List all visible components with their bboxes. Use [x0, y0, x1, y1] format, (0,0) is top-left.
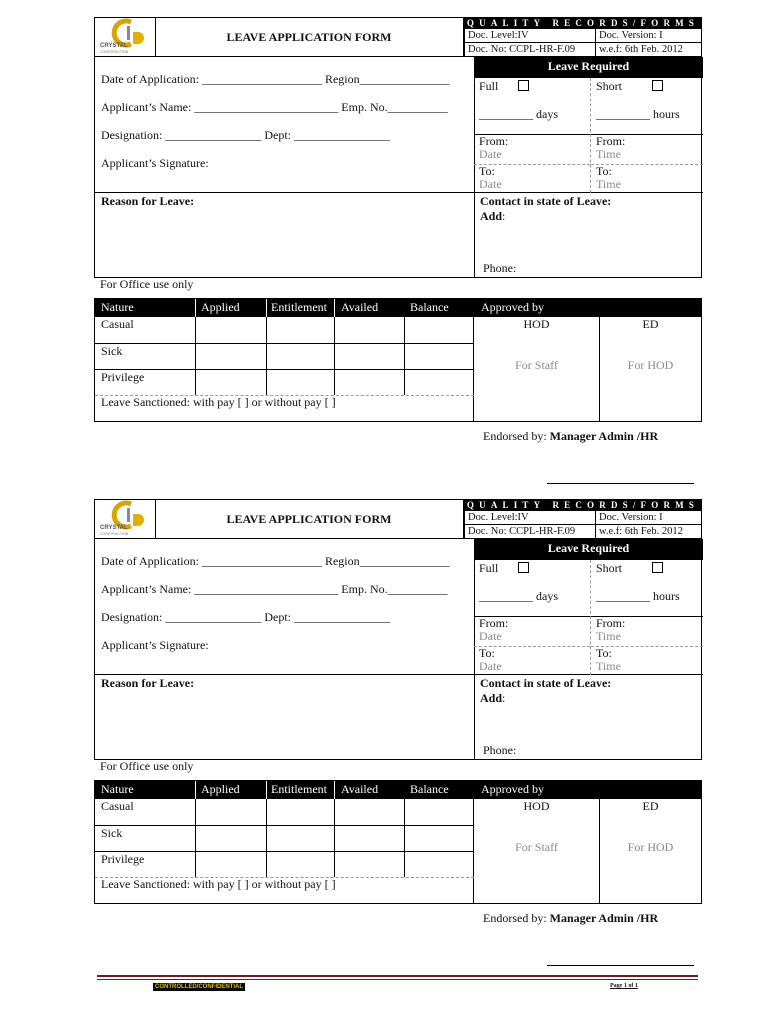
doc-version: Doc. Version: I	[596, 29, 702, 43]
hours-field[interactable]: _________ hours	[596, 589, 680, 603]
leave-balance-grid	[95, 799, 474, 904]
logo-subtext: CONSTRUCTION	[100, 50, 129, 54]
from-date-label: From:	[479, 134, 509, 148]
col-balance: Balance	[410, 782, 449, 796]
row-sick: Sick	[101, 826, 123, 840]
for-hod-label: For HOD	[627, 358, 674, 372]
to-date-label: To:	[479, 164, 495, 178]
applicant-signature-field[interactable]: Applicant’s Signature:	[101, 638, 209, 652]
logo-text: CRYSTAL	[100, 525, 128, 531]
hod-label: HOD	[523, 317, 550, 331]
full-label: Full	[479, 79, 499, 93]
days-field[interactable]: _________ days	[479, 589, 558, 603]
col-entitlement: Entitlement	[271, 782, 327, 796]
applicant-name-field[interactable]: Applicant’s Name: ________________________ Emp. No.__________	[101, 582, 448, 596]
ed-approval[interactable]	[600, 799, 701, 904]
endorser-signature-line[interactable]	[547, 483, 694, 484]
to-time-label: To:	[596, 646, 612, 660]
leave-required-title: Leave Required	[474, 539, 703, 560]
to-time-label: To:	[596, 164, 612, 178]
short-label: Short	[596, 561, 623, 575]
address-label[interactable]: Add	[480, 209, 503, 223]
to-time-field[interactable]: Time	[596, 659, 621, 673]
row-casual: Casual	[101, 317, 134, 331]
leave-balance-grid	[95, 317, 474, 422]
endorsed-by	[483, 911, 658, 926]
effective-date: w.e.f: 6th Feb. 2012	[596, 43, 702, 57]
quality-records-title: QUALITY RECORDS/FORMS	[464, 499, 702, 511]
applicant-details	[95, 57, 475, 193]
form-header	[94, 499, 702, 539]
contact-label: Contact in state of Leave:	[480, 676, 612, 690]
doc-number: Doc. No: CCPL-HR-F.09	[464, 525, 596, 539]
hod-approval[interactable]	[474, 317, 600, 422]
row-privilege: Privilege	[101, 370, 145, 384]
ed-label: ED	[642, 799, 659, 813]
full-label: Full	[479, 561, 499, 575]
leave-required-title: Leave Required	[474, 57, 703, 78]
date-of-application-field[interactable]: Date of Application: ____________________ Region_______________	[101, 554, 450, 568]
office-table-header	[95, 299, 701, 317]
reason-for-leave-label[interactable]: Reason for Leave:	[101, 676, 195, 690]
endorsed-by	[483, 429, 658, 444]
short-label: Short	[596, 79, 623, 93]
days-field[interactable]: _________ days	[479, 107, 558, 121]
applicant-details	[95, 539, 475, 675]
footer-rule-thin	[97, 979, 698, 980]
to-date-field[interactable]: Date	[479, 659, 502, 673]
for-staff-label: For Staff	[515, 840, 558, 854]
for-staff-label: For Staff	[515, 358, 558, 372]
effective-date: w.e.f: 6th Feb. 2012	[596, 525, 702, 539]
from-time-label: From:	[596, 134, 626, 148]
phone-field[interactable]: Phone:	[483, 261, 517, 275]
office-use-label: For Office use only	[100, 759, 194, 773]
short-checkbox[interactable]	[652, 562, 663, 573]
col-nature: Nature	[101, 300, 134, 314]
doc-version: Doc. Version: I	[596, 511, 702, 525]
from-date-field[interactable]: Date	[479, 147, 502, 161]
crystal-logo-icon	[95, 18, 155, 56]
col-entitlement: Entitlement	[271, 300, 327, 314]
date-of-application-field[interactable]: Date of Application: ____________________ Region_______________	[101, 72, 450, 86]
full-checkbox[interactable]	[518, 80, 529, 91]
ed-approval[interactable]	[600, 317, 701, 422]
endorsed-by-label: Endorsed by:	[483, 429, 547, 443]
form-header	[94, 17, 702, 57]
office-use-table	[94, 780, 702, 904]
endorser-name: Manager Admin /HR	[549, 429, 659, 443]
contact-label: Contact in state of Leave:	[480, 194, 612, 208]
logo-subtext: CONSTRUCTION	[100, 532, 129, 536]
footer-rule	[97, 975, 698, 977]
application-section	[94, 539, 702, 760]
address-label[interactable]: Add	[480, 691, 503, 705]
row-privilege: Privilege	[101, 852, 145, 866]
col-applied: Applied	[201, 782, 240, 796]
logo-text: CRYSTAL	[100, 43, 128, 49]
quality-records-box	[464, 499, 702, 539]
reason-for-leave-label[interactable]: Reason for Leave:	[101, 194, 195, 208]
col-balance: Balance	[410, 300, 449, 314]
company-logo	[94, 17, 156, 57]
office-use-label: For Office use only	[100, 277, 194, 291]
full-checkbox[interactable]	[518, 562, 529, 573]
hod-approval[interactable]	[474, 799, 600, 904]
to-date-field[interactable]: Date	[479, 177, 502, 191]
col-availed: Availed	[341, 782, 379, 796]
page-number: Page 1 of 1	[610, 983, 638, 989]
quality-records-box	[464, 17, 702, 57]
crystal-logo-icon	[95, 500, 155, 538]
short-checkbox[interactable]	[652, 80, 663, 91]
hod-label: HOD	[523, 799, 550, 813]
col-approved-by: Approved by	[481, 782, 544, 796]
doc-number: Doc. No: CCPL-HR-F.09	[464, 43, 596, 57]
from-date-field[interactable]: Date	[479, 629, 502, 643]
contact-box: Contact in state of Leave: Add: Phone:	[474, 675, 703, 760]
office-use-table	[94, 298, 702, 422]
col-approved-by: Approved by	[481, 300, 544, 314]
leave-required-box	[474, 57, 703, 193]
approval-section	[474, 317, 701, 422]
from-time-field[interactable]: Time	[596, 147, 621, 161]
ed-label: ED	[642, 317, 659, 331]
col-applied: Applied	[201, 300, 240, 314]
form-title: LEAVE APPLICATION FORM	[155, 17, 464, 57]
endorsed-by-label: Endorsed by:	[483, 911, 547, 925]
applicant-name-field[interactable]: Applicant’s Name: ________________________ Emp. No.__________	[101, 100, 448, 114]
doc-level: Doc. Level:IV	[464, 29, 596, 43]
col-nature: Nature	[101, 782, 134, 796]
doc-level: Doc. Level:IV	[464, 511, 596, 525]
form-title: LEAVE APPLICATION FORM	[155, 499, 464, 539]
hours-field[interactable]: _________ hours	[596, 107, 680, 121]
from-time-field[interactable]: Time	[596, 629, 621, 643]
designation-field[interactable]: Designation: ________________ Dept: ________________	[101, 610, 390, 624]
leave-required-box	[474, 539, 703, 675]
from-date-label: From:	[479, 616, 509, 630]
applicant-signature-field[interactable]: Applicant’s Signature:	[101, 156, 209, 170]
to-date-label: To:	[479, 646, 495, 660]
approval-section	[474, 799, 701, 904]
contact-box: Contact in state of Leave: Add: Phone:	[474, 193, 703, 278]
classification-tag: CONTROLLED/CONFIDENTIAL	[155, 984, 243, 990]
office-table-header	[95, 781, 701, 799]
for-hod-label: For HOD	[627, 840, 674, 854]
quality-records-title: QUALITY RECORDS/FORMS	[464, 17, 702, 29]
designation-field[interactable]: Designation: ________________ Dept: ________________	[101, 128, 390, 142]
from-time-label: From:	[596, 616, 626, 630]
row-casual: Casual	[101, 799, 134, 813]
phone-field[interactable]: Phone:	[483, 743, 517, 757]
endorser-name: Manager Admin /HR	[549, 911, 659, 925]
application-section	[94, 57, 702, 278]
company-logo	[94, 499, 156, 539]
col-availed: Availed	[341, 300, 379, 314]
row-sick: Sick	[101, 344, 123, 358]
leave-sanctioned[interactable]: Leave Sanctioned: with pay [ ] or without pay [ ]	[101, 877, 336, 891]
leave-sanctioned[interactable]: Leave Sanctioned: with pay [ ] or without pay [ ]	[101, 395, 336, 409]
endorser-signature-line[interactable]	[547, 965, 694, 966]
to-time-field[interactable]: Time	[596, 177, 621, 191]
